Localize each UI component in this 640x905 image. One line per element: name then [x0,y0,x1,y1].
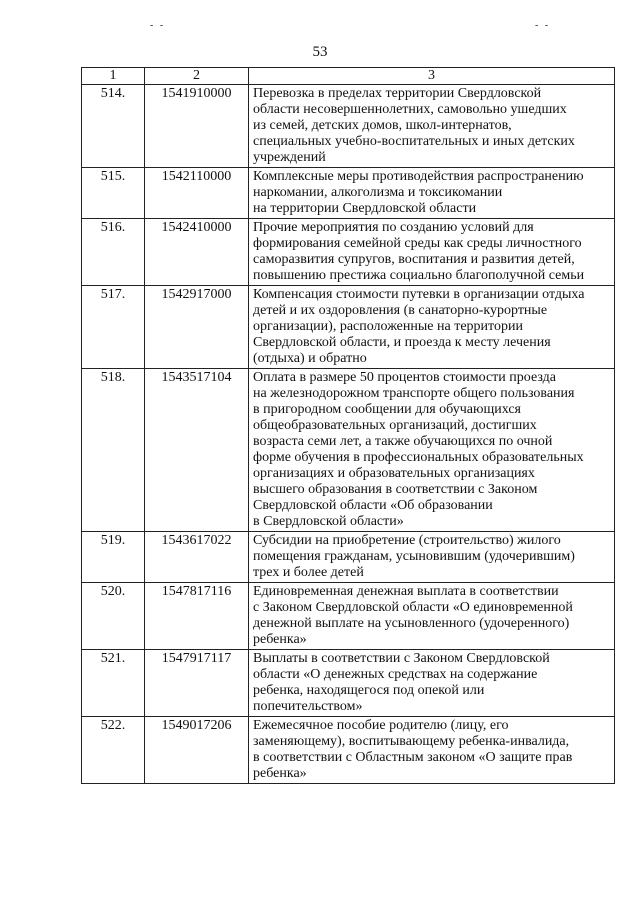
table-header-row [82,68,615,85]
row-code: 1543617022 [145,532,249,583]
table-row [82,286,615,369]
column-header-2: 2 [145,68,249,85]
table-row [82,85,615,168]
row-code: 1542917000 [145,286,249,369]
row-code: 1549017206 [145,717,249,784]
column-header-1: 1 [82,68,145,85]
table-row [82,532,615,583]
row-code: 1543517104 [145,369,249,532]
budget-codes-table [81,67,615,784]
row-number: 518. [82,369,145,532]
row-number: 517. [82,286,145,369]
scan-mark-right: - - [535,20,551,31]
table-row [82,717,615,784]
row-code: 1547817116 [145,583,249,650]
row-number: 516. [82,219,145,286]
table-row [82,583,615,650]
column-header-3: 3 [249,68,615,85]
row-description: Перевозка в пределах территории Свердловской области несовершеннолетних, самовольно ушедших из семей, детских домов, школ-интернатов, специальных учебно-воспитательных и иных детских учреждений [249,85,615,168]
page-number: 53 [312,44,328,60]
row-code: 1542410000 [145,219,249,286]
row-code: 1541910000 [145,85,249,168]
row-description: Единовременная денежная выплата в соответствии с Законом Свердловской области «О единовременной денежной выплате на усыновленного (удочеренного) ребенка» [249,583,615,650]
row-description: Прочие мероприятия по созданию условий для формирования семейной среды как среды личностного саморазвития супругов, воспитания и развития детей, повышению престижа социально благополучной семьи [249,219,615,286]
table-row [82,369,615,532]
row-number: 514. [82,85,145,168]
row-code: 1547917117 [145,650,249,717]
row-number: 515. [82,168,145,219]
table-row [82,219,615,286]
row-number: 519. [82,532,145,583]
row-description: Комплексные меры противодействия распространению наркомании, алкоголизма и токсикомании на территории Свердловской области [249,168,615,219]
row-description: Субсидии на приобретение (строительство) жилого помещения гражданам, усыновившим (удочерившим) трех и более детей [249,532,615,583]
row-description: Выплаты в соответствии с Законом Свердловской области «О денежных средствах на содержание ребенка, находящегося под опекой или попечительством» [249,650,615,717]
table-row [82,168,615,219]
scan-mark-left: - - [150,20,166,31]
row-description: Оплата в размере 50 процентов стоимости проезда на железнодорожном транспорте общего пользования в пригородном сообщении для обучающихся общеобразовательных организаций, достигших возраста семи лет, а также обучающихся по очной форме обучения в профессиональных образовательных организациях и образовательных организациях высшего образования в соответствии с Законом Свердловской области «Об образовании в Свердловской области» [249,369,615,532]
row-number: 522. [82,717,145,784]
row-number: 520. [82,583,145,650]
row-description: Ежемесячное пособие родителю (лицу, его заменяющему), воспитывающему ребенка-инвалида, в соответствии с Областным законом «О защите прав ребенка» [249,717,615,784]
row-description: Компенсация стоимости путевки в организации отдыха детей и их оздоровления (в санаторно-курортные организации), расположенные на территории Свердловской области, и проезда к месту лечения (отдыха) и обратно [249,286,615,369]
row-code: 1542110000 [145,168,249,219]
table-row [82,650,615,717]
row-number: 521. [82,650,145,717]
